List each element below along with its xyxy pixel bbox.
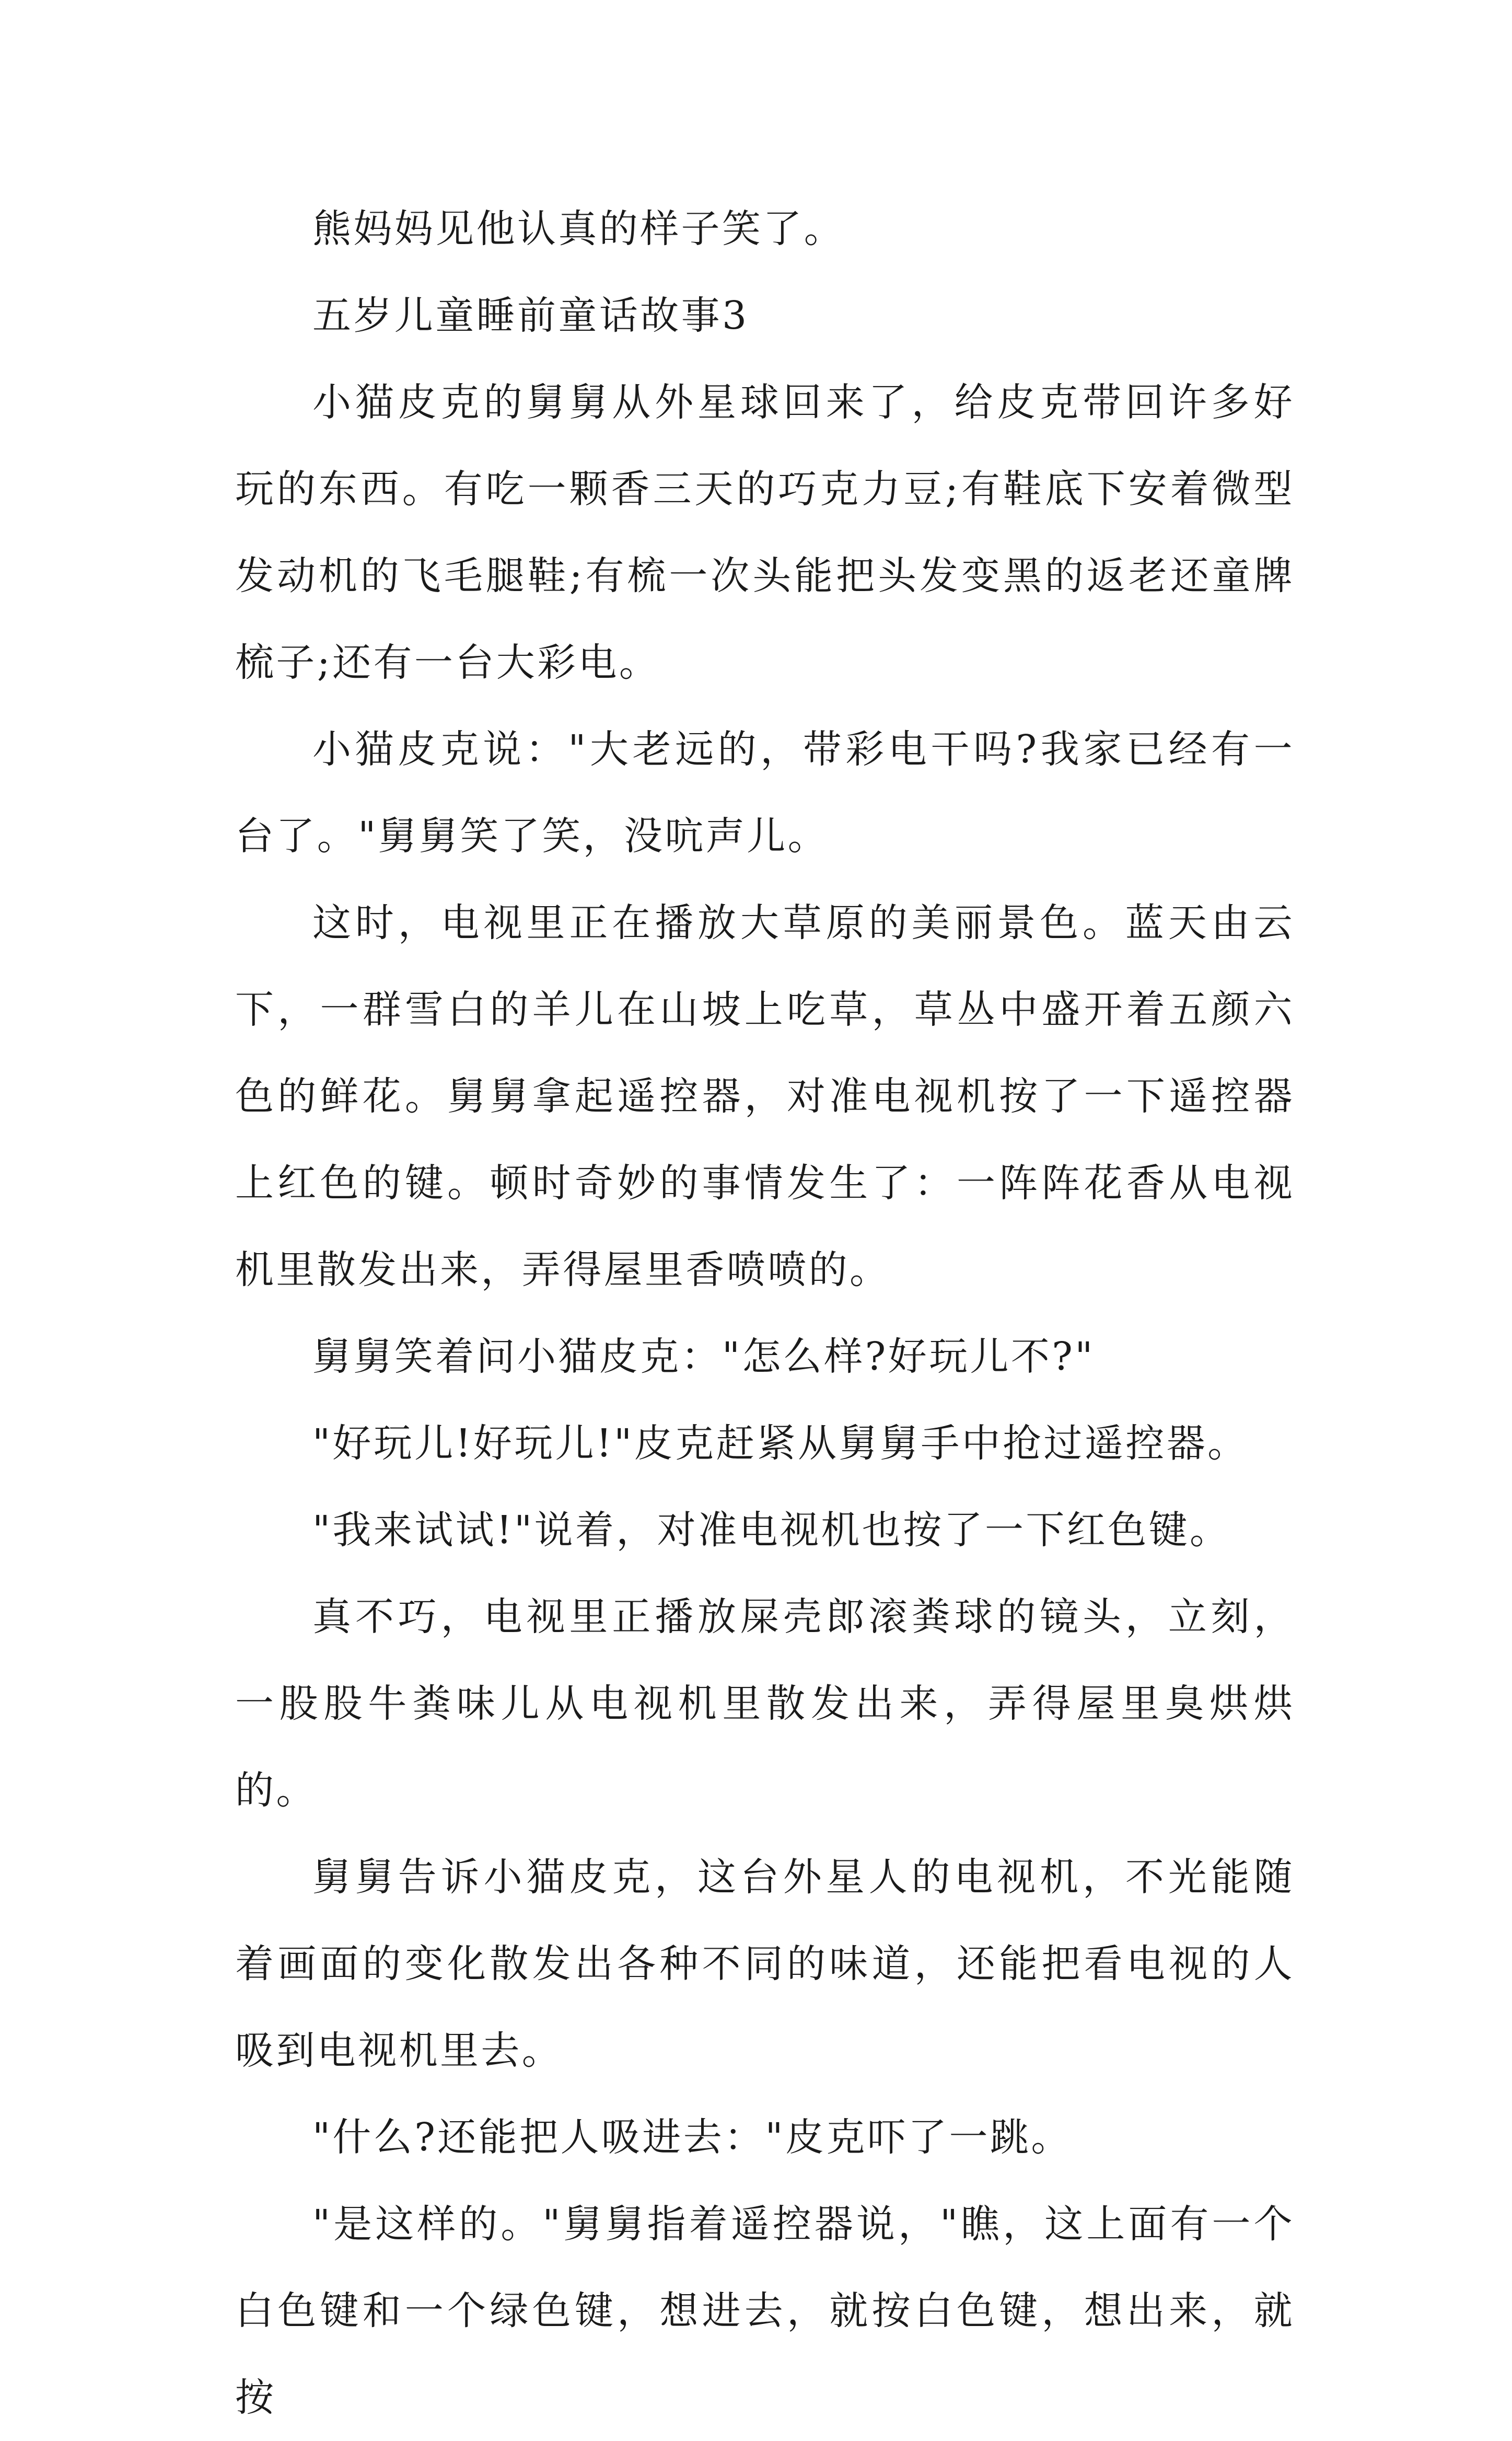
paragraph: "什么?还能把人吸进去："皮克吓了一跳。 <box>312 2115 1072 2160</box>
paragraph: "是这样的。"舅舅指着遥控器说，"瞧，这上面有一个白色键和一个绿色键，想进去，就按白色键，想出来，就按 <box>235 2202 1295 2420</box>
paragraph: 舅舅笑着问小猫皮克："怎么样?好玩儿不?" <box>312 1334 1095 1379</box>
paragraph: 真不巧，电视里正播放屎壳郎滚粪球的镜头，立刻，一股股牛粪味儿从电视机里散发出来，弄得屋里臭烘烘的。 <box>235 1594 1295 1813</box>
paragraph: 小猫皮克说："大老远的，带彩电干吗?我家已经有一台了。"舅舅笑了笑，没吭声儿。 <box>235 727 1295 859</box>
paragraph: "好玩儿!好玩儿!"皮克赶紧从舅舅手中抢过遥控器。 <box>312 1421 1249 1466</box>
paragraph: 这时，电视里正在播放大草原的美丽景色。蓝天由云下，一群雪白的羊儿在山坡上吃草，草丛中盛开着五颜六色的鲜花。舅舅拿起遥控器，对准电视机按了一下遥控器上红色的键。顿时奇妙的事情发生了：一阵阵花香从电视机里散发出来，弄得屋里香喷喷的。 <box>235 900 1295 1292</box>
section-heading: 五岁儿童睡前童话故事3 <box>312 293 749 338</box>
paragraph: 小猫皮克的舅舅从外星球回来了，给皮克带回许多好玩的东西。有吃一颗香三天的巧克力豆;有鞋底下安着微型发动机的飞毛腿鞋;有梳一次头能把头发变黑的返老还童牌梳子;还有一台大彩电。 <box>235 380 1295 685</box>
paragraph: 舅舅告诉小猫皮克，这台外星人的电视机，不光能随着画面的变化散发出各种不同的味道，还能把看电视的人吸到电视机里去。 <box>235 1855 1295 2073</box>
document-body <box>235 186 1295 2441</box>
paragraph: "我来试试!"说着，对准电视机也按了一下红色键。 <box>312 1508 1231 1553</box>
paragraph: 熊妈妈见他认真的样子笑了。 <box>312 206 845 251</box>
